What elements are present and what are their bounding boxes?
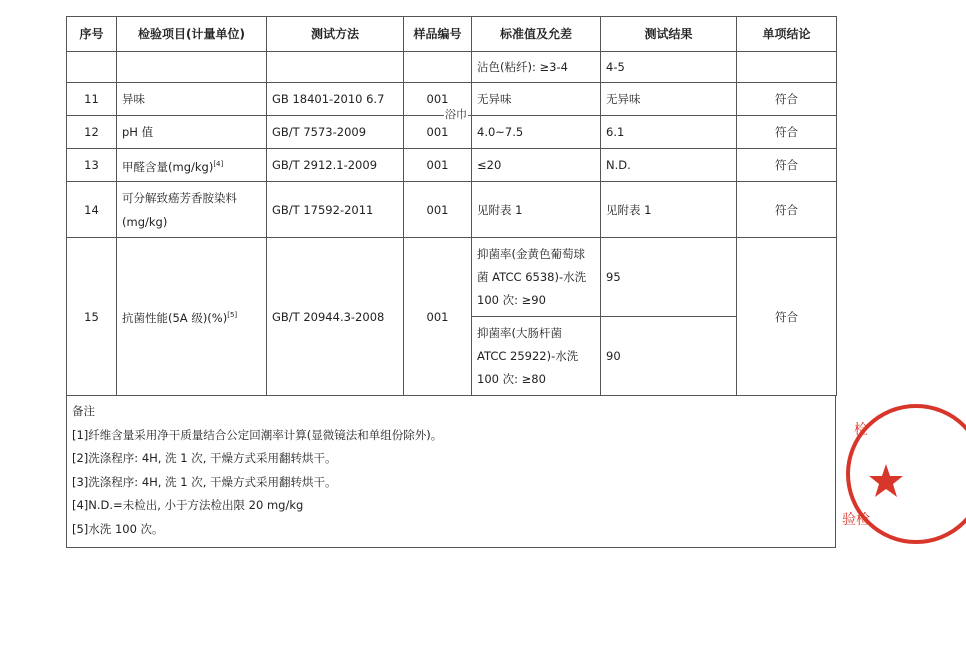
result-cell: 6.1 <box>601 116 737 149</box>
method-cell: GB/T 2912.1-2009 <box>267 149 404 182</box>
header-item: 检验项目(计量单位) <box>117 17 267 52</box>
item-cell: pH 值 <box>117 116 267 149</box>
standard-cell: 4.0~7.5 <box>472 116 601 149</box>
svg-text:验检: 验检 <box>842 512 870 528</box>
conclusion-cell: 符合 <box>737 238 837 396</box>
sample-cell: 001 <box>404 149 472 182</box>
result-cell: 4-5 <box>601 52 737 83</box>
standard-cell: 抑菌率(金黄色葡萄球菌 ATCC 6538)-水洗 100 次: ≥90 <box>472 238 601 317</box>
official-seal-stamp <box>842 402 966 547</box>
sample-name-overlay: 浴巾 <box>445 108 467 121</box>
notes-title: 备注 <box>72 404 95 418</box>
method-cell: GB/T 17592-2011 <box>267 182 404 238</box>
header-conclusion: 单项结论 <box>737 17 837 52</box>
sample-cell: 001 <box>404 238 472 396</box>
note-item: [1]纤维含量采用净干质量结合公定回潮率计算(显微镜法和单组份除外)。 <box>72 427 443 442</box>
standard-cell: 无异味 <box>472 83 601 116</box>
test-results-table <box>66 16 837 396</box>
no-cell: 11 <box>67 83 117 116</box>
no-cell: 12 <box>67 116 117 149</box>
standard-cell: ≤20 <box>472 149 601 182</box>
svg-text:检: 检 <box>854 422 868 438</box>
item-cell <box>117 238 267 396</box>
standard-cell: 见附表 1 <box>472 182 601 238</box>
item-cell <box>117 149 267 182</box>
header-method: 测试方法 <box>267 17 404 52</box>
note-item: [4]N.D.=未检出, 小于方法检出限 20 mg/kg <box>72 498 304 512</box>
note-item: [5]水洗 100 次。 <box>72 521 164 536</box>
result-cell: 90 <box>601 317 737 396</box>
footnote-ref: [5] <box>227 311 238 320</box>
result-cell: 无异味 <box>601 83 737 116</box>
header-result: 测试结果 <box>601 17 737 52</box>
method-cell: GB/T 7573-2009 <box>267 116 404 149</box>
sample-cell: 001 <box>404 182 472 238</box>
conclusion-cell: 符合 <box>737 149 837 182</box>
table-row <box>67 182 837 238</box>
no-cell: 13 <box>67 149 117 182</box>
item-cell: 异味 <box>117 83 267 116</box>
table-header-row <box>67 17 837 52</box>
result-cell: 95 <box>601 238 737 317</box>
table-row <box>67 52 837 83</box>
item-text: 甲醛含量(mg/kg) <box>122 159 214 174</box>
note-item: [3]洗涤程序: 4H, 洗 1 次, 干燥方式采用翻转烘干。 <box>72 474 337 489</box>
table-row <box>67 238 837 317</box>
table-row <box>67 149 837 182</box>
conclusion-cell: 符合 <box>737 83 837 116</box>
sample-cell: 001 <box>404 83 472 116</box>
standard-cell: 抑菌率(大肠杆菌 ATCC 25922)-水洗 100 次: ≥80 <box>472 317 601 396</box>
sample-cell: 001 <box>404 116 472 149</box>
no-cell: 14 <box>67 182 117 238</box>
conclusion-cell: 符合 <box>737 116 837 149</box>
item-text: 抗菌性能(5A 级)(%) <box>122 310 228 325</box>
header-sample: 样品编号 <box>404 17 472 52</box>
result-cell: 见附表 1 <box>601 182 737 238</box>
method-cell: GB 18401-2010 6.7 <box>267 83 404 116</box>
footnote-ref: [4] <box>213 159 224 168</box>
notes-section <box>66 396 836 548</box>
conclusion-cell: 符合 <box>737 182 837 238</box>
header-no: 序号 <box>67 17 117 52</box>
method-cell: GB/T 20944.3-2008 <box>267 238 404 396</box>
result-cell: N.D. <box>601 149 737 182</box>
note-item: [2]洗涤程序: 4H, 洗 1 次, 干燥方式采用翻转烘干。 <box>72 451 337 465</box>
header-standard: 标准值及允差 <box>472 17 601 52</box>
no-cell: 15 <box>67 238 117 396</box>
report-sheet <box>66 16 836 548</box>
item-cell: 可分解致癌芳香胺染料(mg/kg) <box>117 182 267 238</box>
standard-cell: 沾色(粘纤): ≥3-4 <box>472 52 601 83</box>
